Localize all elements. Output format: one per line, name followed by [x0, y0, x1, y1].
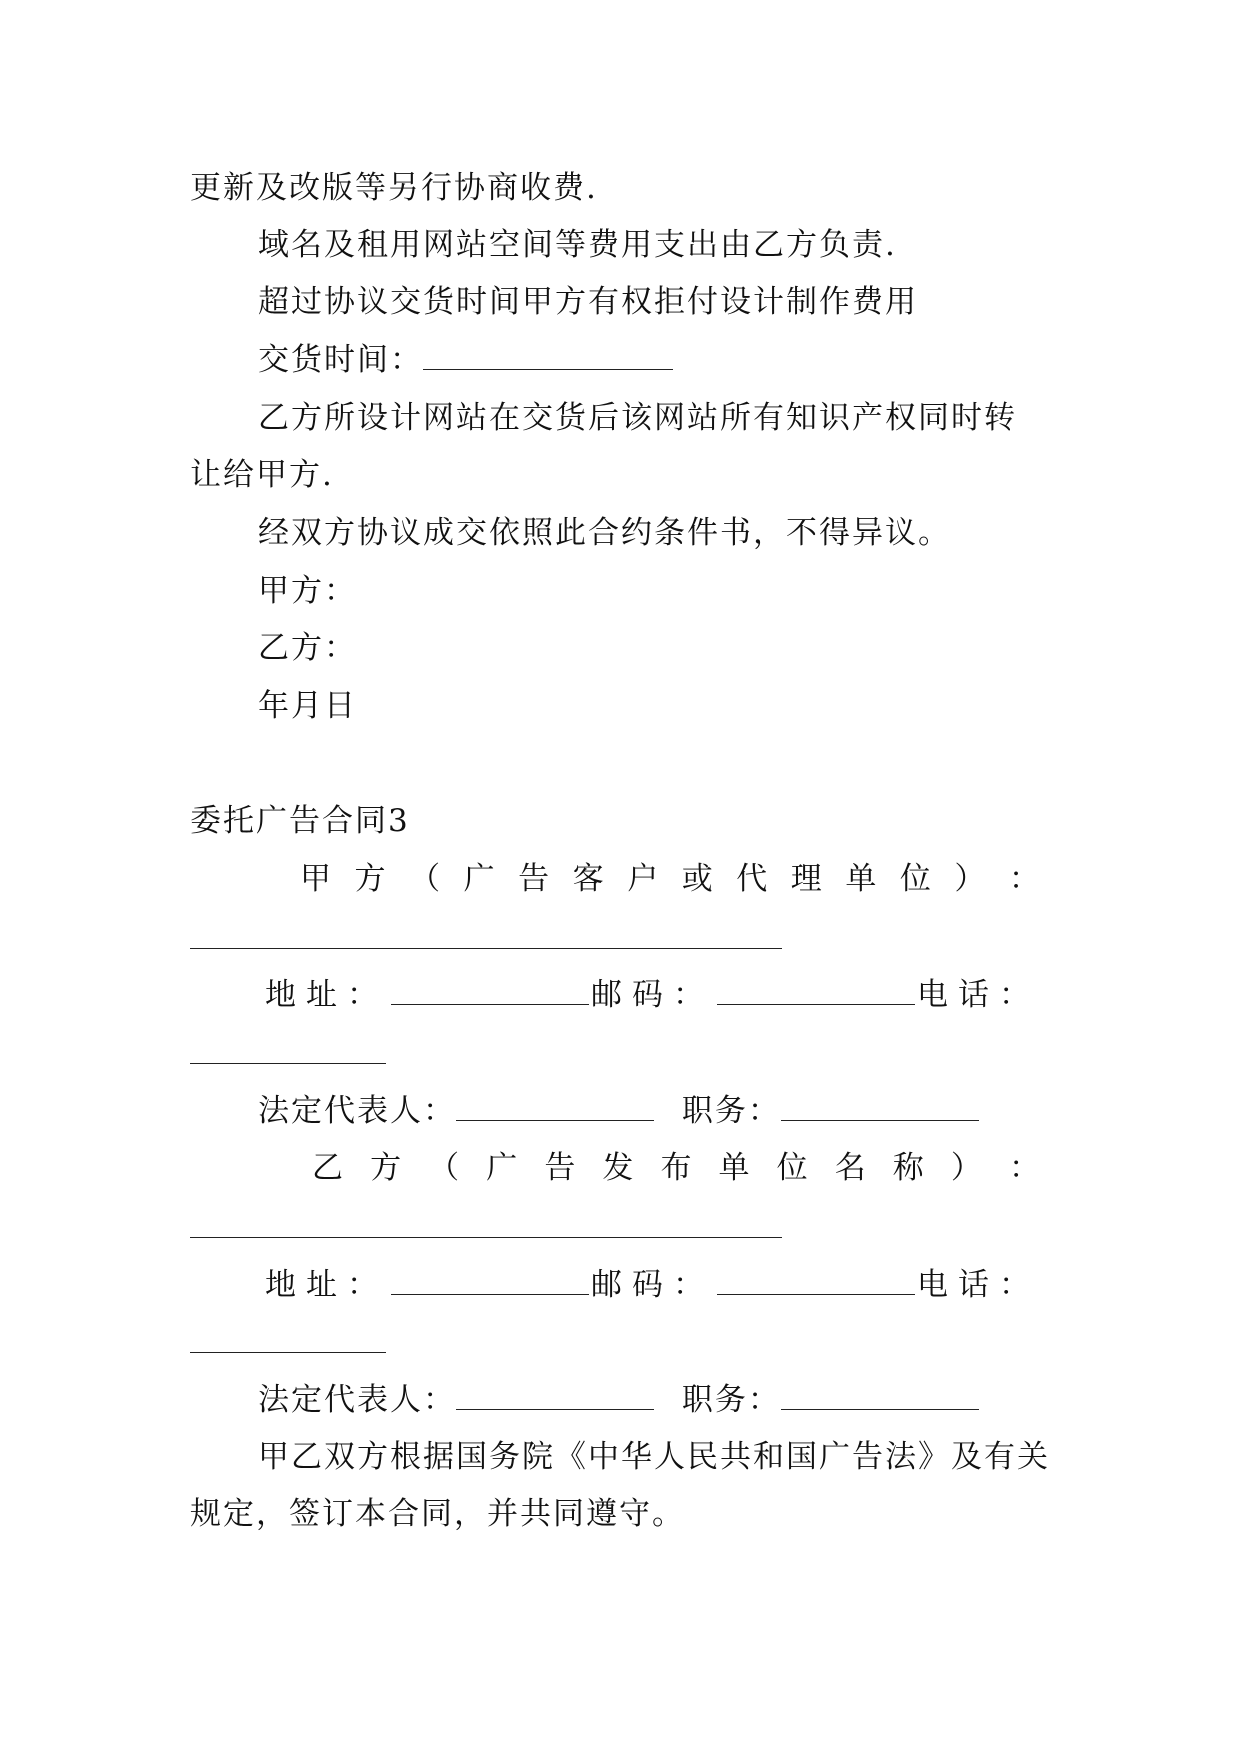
- party-b-name-blank: [190, 1237, 782, 1238]
- party-b-heading: [312, 1148, 1040, 1188]
- char: 单: [718, 1150, 750, 1186]
- char: 客: [572, 861, 604, 897]
- char: （: [409, 861, 441, 897]
- char: ：: [1008, 861, 1040, 897]
- position-label: 职务：: [681, 1093, 781, 1129]
- postcode-label: 邮码：: [591, 977, 714, 1013]
- char: 告: [518, 861, 550, 897]
- party-b-contact-line: [265, 1265, 1040, 1305]
- legal-rep-blank: [456, 1381, 654, 1410]
- char: 方: [354, 861, 386, 897]
- char: 或: [681, 861, 713, 897]
- text-line: 乙方所设计网站在交货后该网站所有知识产权同时转: [258, 400, 1017, 436]
- phone-label: 电话：: [917, 1267, 1040, 1303]
- char: 代: [736, 861, 768, 897]
- text-line: 域名及租用网站空间等费用支出由乙方负责.: [258, 227, 897, 263]
- position-blank: [781, 1381, 979, 1410]
- postcode-blank: [717, 976, 915, 1005]
- text-line: 更新及改版等另行协商收费.: [190, 170, 598, 206]
- char: 方: [370, 1150, 402, 1186]
- phone-blank: [190, 1352, 386, 1353]
- char: 理: [790, 861, 822, 897]
- date-line: 年月日: [258, 688, 357, 724]
- party-a-contact-line: [265, 975, 1040, 1015]
- postcode-label: 邮码：: [591, 1267, 714, 1303]
- address-blank: [391, 976, 589, 1005]
- address-blank: [391, 1266, 589, 1295]
- char: 单: [845, 861, 877, 897]
- phone-label: 电话：: [917, 977, 1040, 1013]
- text-line: 让给甲方.: [190, 457, 334, 493]
- text-line: 经双方协议成交依照此合约条件书，不得异议。: [258, 515, 951, 551]
- party-a-name-blank: [190, 948, 782, 949]
- legal-rep-label: 法定代表人：: [258, 1382, 456, 1418]
- party-b-signature: 乙方：: [258, 630, 357, 666]
- char: 乙: [312, 1150, 343, 1186]
- char: ）: [954, 861, 986, 897]
- char: ：: [1008, 1150, 1040, 1186]
- text-line: 甲乙双方根据国务院《中华人民共和国广告法》及有关: [258, 1439, 1050, 1475]
- legal-rep-blank: [456, 1092, 654, 1121]
- text-line: 规定，签订本合同，并共同遵守。: [190, 1496, 685, 1532]
- delivery-time-label: 交货时间：: [258, 342, 423, 378]
- address-label: 地址：: [265, 977, 388, 1013]
- delivery-time-blank: [423, 341, 673, 370]
- party-a-heading: [300, 859, 1040, 899]
- char: 发: [602, 1150, 634, 1186]
- position-blank: [781, 1092, 979, 1121]
- char: 广: [463, 861, 495, 897]
- party-a-signature: 甲方：: [258, 573, 357, 609]
- postcode-blank: [717, 1266, 915, 1295]
- char: 户: [627, 861, 659, 897]
- position-label: 职务：: [681, 1382, 781, 1418]
- char: （: [428, 1150, 460, 1186]
- text-line: 超过协议交货时间甲方有权拒付设计制作费用: [258, 284, 918, 320]
- char: 位: [776, 1150, 808, 1186]
- char: 名: [834, 1150, 866, 1186]
- section-title: 委托广告合同3: [190, 803, 410, 839]
- char: 广: [486, 1150, 518, 1186]
- char: 告: [544, 1150, 576, 1186]
- char: 位: [899, 861, 931, 897]
- address-label: 地址：: [265, 1267, 388, 1303]
- party-a-rep-line: [258, 1091, 979, 1131]
- party-b-rep-line: [258, 1380, 979, 1420]
- delivery-time-line: [258, 340, 673, 380]
- char: 甲: [300, 861, 331, 897]
- char: 布: [660, 1150, 692, 1186]
- char: 称: [892, 1150, 924, 1186]
- phone-blank: [190, 1063, 386, 1064]
- char: ）: [950, 1150, 982, 1186]
- legal-rep-label: 法定代表人：: [258, 1093, 456, 1129]
